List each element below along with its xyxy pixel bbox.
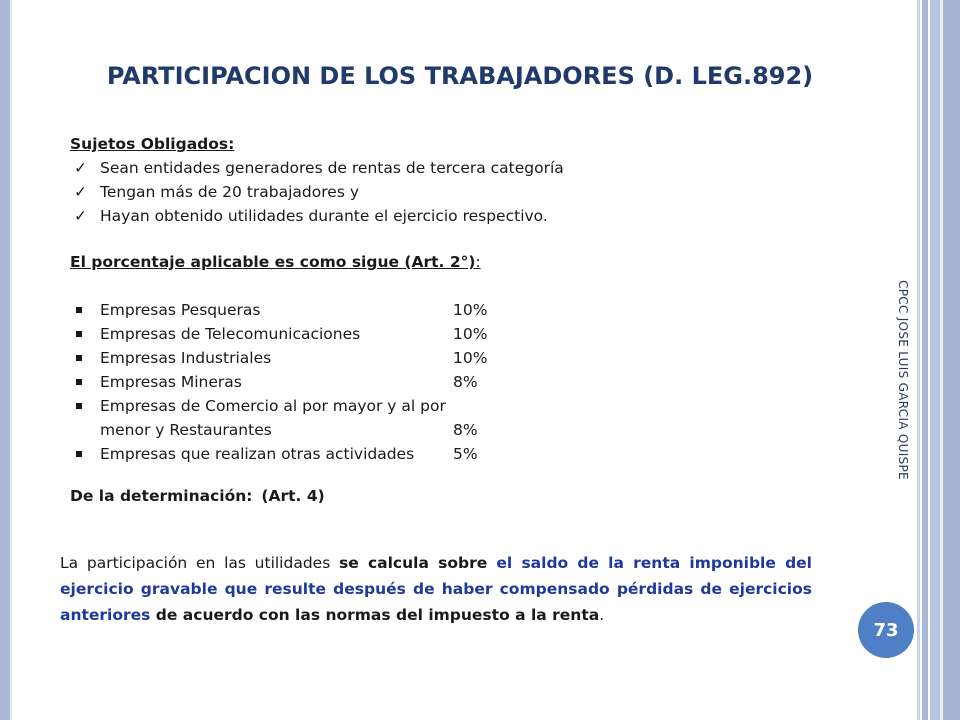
right-decorative-bars [917,0,960,720]
list-item: Empresas que realizan otras actividades 5% [60,442,820,466]
list-item-continuation: menor y Restaurantes 8% [100,421,478,439]
determinacion-heading: De la determinación: (Art. 4) [70,487,325,505]
square-bullet-icon [76,331,82,337]
page-number-badge: 73 [858,602,914,658]
author-side-text: CPCC JOSE LUIS GARCIA QUISPE [896,280,910,480]
square-bullet-icon [76,403,82,409]
left-border [0,0,10,720]
determinacion-paragraph: La participación en las utilidades se calcula sobre el saldo de la renta imponible del ejercicio gravable que resulte después de haber compensado pérdidas de ejercicios anteriores de acuerdo con las normas del impuesto a la renta. [60,554,812,624]
square-bullet-icon [76,451,82,457]
square-bullet-icon [76,355,82,361]
list-item: Empresas Industriales 10% [60,346,820,370]
list-item: Empresas Mineras 8% [60,370,820,394]
checkmark-icon: ✓ [74,159,87,177]
square-bullet-icon [76,379,82,385]
page-title: PARTICIPACION DE LOS TRABAJADORES (D. LEG.892) [106,62,814,90]
sujetos-heading: Sujetos Obligados: [70,135,235,153]
list-item: ✓ Tengan más de 20 trabajadores y [60,180,820,204]
list-item: Empresas de Telecomunicaciones 10% [60,322,820,346]
left-border-inner [10,0,12,720]
list-item: Empresas Pesqueras 10% [60,298,820,322]
list-item: Empresas de Comercio al por mayor y al por [60,394,820,418]
checkmark-icon: ✓ [74,207,87,225]
list-item: ✓ Sean entidades generadores de rentas de tercera categoría [60,156,820,180]
checkmark-icon: ✓ [74,183,87,201]
square-bullet-icon [76,307,82,313]
main-content [60,132,820,508]
list-item: ✓ Hayan obtenido utilidades durante el ejercicio respectivo. [60,204,820,228]
porcentaje-heading: El porcentaje aplicable es como sigue (Art. 2°): [70,253,481,271]
